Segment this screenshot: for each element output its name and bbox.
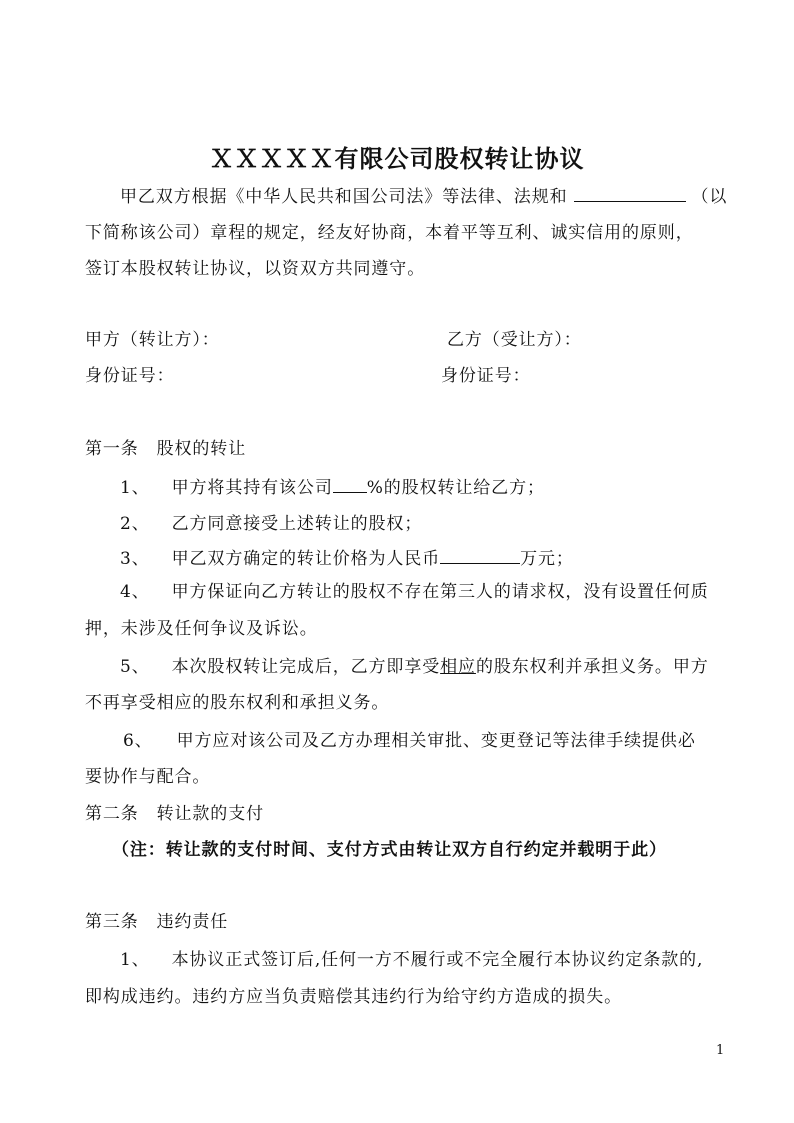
item-text: 甲方应对该公司及乙方办理相关审批、变更登记等法律手续提供必	[176, 731, 696, 751]
article-2-note: （注：转让款的支付时间、支付方式由转让双方自行约定并载明于此）	[112, 840, 667, 860]
preamble-line-2: 下简称该公司）章程的规定，经友好协商，本着平等互利、诚实信用的原则，	[85, 223, 694, 243]
preamble-text: （以	[691, 187, 728, 207]
preamble-line-1	[120, 185, 727, 208]
article-1-item-5-cont: 不再享受相应的股东权利和承担义务。	[85, 693, 390, 713]
page-number: 1	[716, 1043, 725, 1058]
article-1-item-6-cont: 要协作与配合。	[85, 767, 211, 787]
company-name-blank	[574, 185, 686, 202]
article-1-item-2	[120, 513, 422, 535]
article-3-heading: 第三条 违约责任	[85, 912, 229, 932]
item-text: 万元；	[520, 549, 574, 569]
party-b-label: 乙方（受让方）：	[447, 330, 582, 350]
document-title: ＸＸＸＸＸ有限公司股权转让协议	[209, 144, 585, 173]
item-number: 1、	[120, 950, 150, 970]
item-text: 本协议正式签订后,任何一方不履行或不完全履行本协议约定条款的,	[171, 950, 704, 970]
underlined-text: 相应	[440, 657, 476, 677]
article-1-item-4	[120, 581, 709, 603]
item-number: 6、	[123, 731, 153, 751]
article-1-item-3	[120, 547, 574, 570]
item-number: 3、	[120, 549, 150, 569]
article-1-item-4-cont: 押，未涉及任何争议及诉讼。	[85, 619, 318, 639]
item-text: 甲方保证向乙方转让的股权不存在第三人的请求权，没有设置任何质	[171, 582, 709, 602]
price-blank	[440, 547, 520, 564]
item-text: 甲乙双方确定的转让价格为人民币	[171, 549, 441, 569]
preamble-line-3: 签订本股权转让协议，以资双方共同遵守。	[85, 259, 426, 279]
item-number: 5、	[120, 657, 150, 677]
party-a-label: 甲方（转让方）：	[85, 330, 220, 350]
item-number: 2、	[120, 514, 150, 534]
item-number: 1、	[120, 478, 150, 498]
article-3-item-1-cont: 即构成违约。违约方应当负责赔偿其违约行为给守约方造成的损失。	[85, 987, 622, 1007]
article-2-heading: 第二条 转让款的支付	[85, 804, 264, 824]
article-1-item-5	[120, 656, 709, 678]
item-text: %的股权转让给乙方；	[366, 478, 545, 498]
party-a-id-label: 身份证号：	[85, 366, 175, 386]
item-text: 甲方将其持有该公司	[171, 478, 333, 498]
article-3-item-1	[120, 949, 703, 971]
item-text: 的股东权利并承担义务。甲方	[475, 657, 709, 677]
preamble-text: 甲乙双方根据《中华人民共和国公司法》等法律、法规和	[120, 187, 568, 207]
article-1-item-6	[123, 730, 696, 752]
article-1-item-1	[120, 476, 545, 499]
item-text: 本次股权转让完成后，乙方即享受	[171, 657, 441, 677]
party-b-id-label: 身份证号：	[441, 366, 531, 386]
item-text: 乙方同意接受上述转让的股权；	[171, 514, 423, 534]
item-number: 4、	[120, 582, 150, 602]
percentage-blank	[333, 476, 367, 493]
article-1-heading: 第一条 股权的转让	[85, 439, 247, 459]
